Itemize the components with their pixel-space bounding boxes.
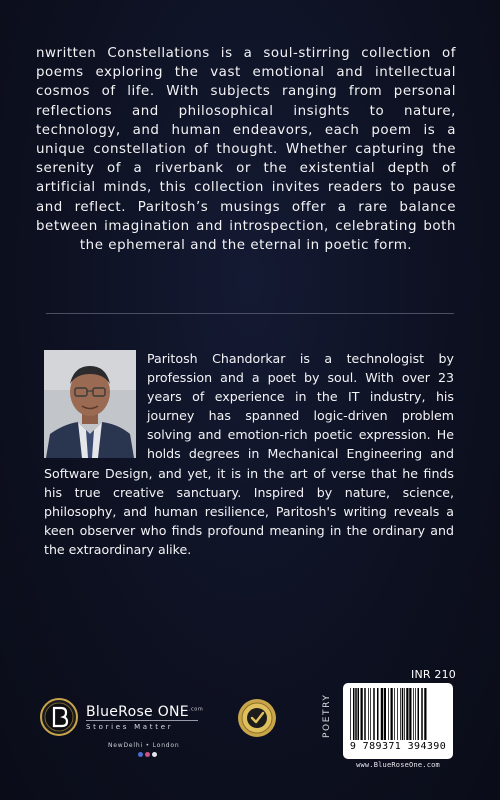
barcode-bar	[381, 688, 383, 740]
publisher-name-text: BlueRose ONE	[86, 704, 189, 720]
barcode-bar	[421, 688, 423, 740]
barcode-bar	[377, 688, 379, 740]
photo-spacer	[44, 349, 136, 463]
price-label: INR 210	[411, 668, 457, 681]
publisher-tagline: Stories Matter	[86, 723, 174, 731]
barcode-bar	[394, 688, 395, 740]
barcode-bar	[413, 688, 414, 740]
barcode-bar	[370, 688, 371, 740]
barcode-bar	[400, 688, 401, 740]
barcode-bar	[364, 688, 366, 740]
barcode-bar	[418, 688, 420, 740]
instagram-icon	[145, 752, 150, 757]
barcode-bar	[388, 688, 389, 740]
quality-seal-icon	[237, 698, 277, 738]
social-icons	[138, 752, 157, 757]
publisher-cities: NewDelhi • London	[108, 742, 180, 749]
facebook-icon	[138, 752, 143, 757]
barcode-bar	[404, 688, 405, 740]
barcode-bar	[409, 688, 411, 740]
barcode-bar	[373, 688, 375, 740]
isbn-digits: 9 789371 394390	[349, 741, 447, 752]
author-bio-text: Paritosh Chandorkar is a technologist by profession and a poet by soul. With over 23 years of experience in the IT industry, his journey has spanned logic-driven problem solving and emotion-rich poetic expression. He holds degrees in Mechanical Engineering and Software Design, and yet, it is in the art of verse that he finds his true creative sanctuary. Inspired by nature, science, philosophy, and human resilience, Paritosh's writing reveals a keen observer who finds profound meaning in the ordinary and the extraordinary alike.	[44, 351, 454, 557]
barcode-bar	[397, 688, 398, 740]
publisher-rule	[86, 720, 198, 721]
author-bio	[44, 349, 454, 559]
book-blurb: nwritten Constellations is a soul-stirring collection of poems exploring the vast emotional and intellectual cosmos of life. With subjects ranging from personal reflections and philosophical insights to nature, technology, and human endeavors, each poem is a unique constellation of thought. Whether capturing the serenity of a riverbank or the existential depth of artificial minds, this collection invites readers to pause and reflect. Paritosh’s musings offer a rare balance between imagination and introspection, celebrating both the ephemeral and the eternal in poetic form.	[36, 46, 456, 254]
barcode-bar	[350, 688, 351, 740]
barcode-bar	[415, 688, 416, 740]
barcode-bar	[368, 688, 369, 740]
category-label: POETRY	[322, 693, 332, 738]
barcode-bar	[391, 688, 393, 740]
isbn-barcode	[343, 683, 453, 759]
barcode-bar	[384, 688, 386, 740]
publisher-website: www.BlueRoseOne.com	[356, 761, 440, 769]
barcode-bar	[424, 688, 426, 740]
barcode-bar	[355, 688, 357, 740]
barcode-bar	[402, 688, 404, 740]
barcode-bars	[349, 688, 447, 740]
bluerose-logo-icon	[40, 698, 78, 736]
barcode-bar	[406, 688, 408, 740]
barcode-bar	[353, 688, 355, 740]
barcode-bar	[361, 688, 363, 740]
section-divider	[46, 313, 454, 314]
barcode-bar	[358, 688, 360, 740]
x-icon	[152, 752, 157, 757]
publisher-domain-suffix: .com	[188, 706, 204, 713]
publisher-name	[86, 704, 203, 720]
